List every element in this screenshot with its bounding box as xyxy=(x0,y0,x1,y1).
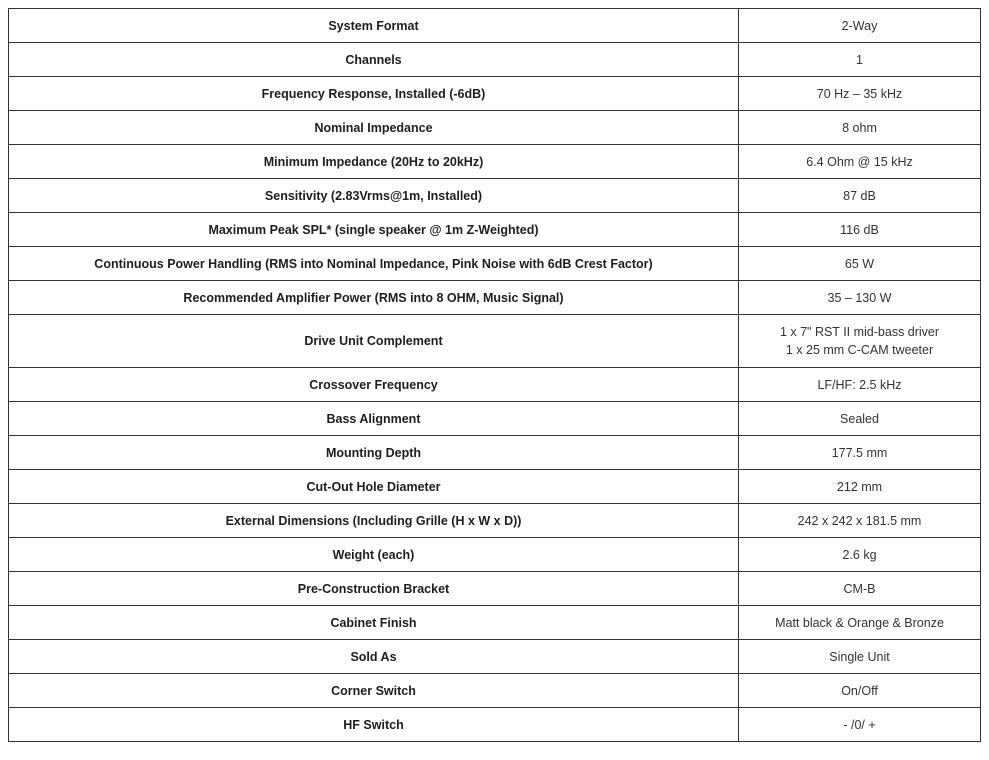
spec-value xyxy=(739,538,981,572)
table-row xyxy=(9,77,981,111)
table-row xyxy=(9,213,981,247)
spec-table-body xyxy=(9,9,981,742)
spec-value xyxy=(739,111,981,145)
table-row xyxy=(9,402,981,436)
spec-label: Cabinet Finish xyxy=(9,606,739,640)
spec-label: Frequency Response, Installed (-6dB) xyxy=(9,77,739,111)
table-row xyxy=(9,708,981,742)
table-row xyxy=(9,281,981,315)
spec-value xyxy=(739,368,981,402)
table-row xyxy=(9,9,981,43)
spec-value-line: On/Off xyxy=(841,683,878,698)
spec-value xyxy=(739,179,981,213)
spec-value-line: 35 – 130 W xyxy=(827,290,892,305)
spec-label: Recommended Amplifier Power (RMS into 8 OHM, Music Signal) xyxy=(9,281,739,315)
spec-value-line: 177.5 mm xyxy=(831,445,888,460)
table-row xyxy=(9,538,981,572)
spec-value-line: Single Unit xyxy=(829,649,890,664)
spec-value-line: 242 x 242 x 181.5 mm xyxy=(797,513,922,528)
spec-value xyxy=(739,674,981,708)
spec-label: Sensitivity (2.83Vrms@1m, Installed) xyxy=(9,179,739,213)
spec-label: Nominal Impedance xyxy=(9,111,739,145)
spec-value xyxy=(739,640,981,674)
spec-value-line: 87 dB xyxy=(843,188,876,203)
spec-value-line: 8 ohm xyxy=(842,120,877,135)
table-row xyxy=(9,572,981,606)
spec-value-line: 212 mm xyxy=(836,479,883,494)
table-row xyxy=(9,43,981,77)
table-row xyxy=(9,145,981,179)
table-row xyxy=(9,315,981,368)
spec-value-line: 116 dB xyxy=(840,222,879,237)
spec-label: System Format xyxy=(9,9,739,43)
spec-label: Mounting Depth xyxy=(9,436,739,470)
spec-value xyxy=(739,436,981,470)
spec-value-line: - /0/ + xyxy=(843,717,876,732)
spec-value xyxy=(739,247,981,281)
spec-value-line: 1 x 25 mm C-CAM tweeter xyxy=(785,343,934,357)
spec-value xyxy=(739,504,981,538)
spec-label: Bass Alignment xyxy=(9,402,739,436)
spec-value xyxy=(739,9,981,43)
table-row xyxy=(9,640,981,674)
spec-value-line: 6.4 Ohm @ 15 kHz xyxy=(806,154,913,169)
table-row xyxy=(9,436,981,470)
spec-label: External Dimensions (Including Grille (H x W x D)) xyxy=(9,504,739,538)
spec-value-line: 2-Way xyxy=(841,18,878,33)
table-row xyxy=(9,470,981,504)
spec-label: Channels xyxy=(9,43,739,77)
spec-label: Cut-Out Hole Diameter xyxy=(9,470,739,504)
table-row xyxy=(9,247,981,281)
table-row xyxy=(9,504,981,538)
spec-label: Pre-Construction Bracket xyxy=(9,572,739,606)
spec-value xyxy=(739,315,981,368)
spec-value-line: 1 xyxy=(856,52,863,67)
spec-label: Minimum Impedance (20Hz to 20kHz) xyxy=(9,145,739,179)
spec-label: HF Switch xyxy=(9,708,739,742)
spec-value xyxy=(739,145,981,179)
table-row xyxy=(9,606,981,640)
spec-value xyxy=(739,402,981,436)
spec-value-line: Sealed xyxy=(840,411,879,426)
spec-label: Maximum Peak SPL* (single speaker @ 1m Z-Weighted) xyxy=(9,213,739,247)
spec-value-line: CM-B xyxy=(843,581,876,596)
spec-label: Continuous Power Handling (RMS into Nominal Impedance, Pink Noise with 6dB Crest Factor) xyxy=(9,247,739,281)
spec-value xyxy=(739,213,981,247)
spec-value xyxy=(739,77,981,111)
spec-value xyxy=(739,43,981,77)
spec-label: Drive Unit Complement xyxy=(9,315,739,368)
spec-label: Crossover Frequency xyxy=(9,368,739,402)
spec-value xyxy=(739,708,981,742)
table-row xyxy=(9,111,981,145)
spec-value xyxy=(739,470,981,504)
spec-value xyxy=(739,281,981,315)
spec-label: Corner Switch xyxy=(9,674,739,708)
table-row xyxy=(9,674,981,708)
spec-value-line: 1 x 7" RST II mid-bass driver xyxy=(779,325,940,339)
spec-value-line: 70 Hz – 35 kHz xyxy=(816,86,903,101)
spec-value-line: 2.6 kg xyxy=(842,547,877,562)
spec-label: Weight (each) xyxy=(9,538,739,572)
spec-value-line: 65 W xyxy=(844,256,875,271)
table-row xyxy=(9,179,981,213)
spec-value xyxy=(739,606,981,640)
table-row xyxy=(9,368,981,402)
spec-value-line: Matt black & Orange & Bronze xyxy=(775,615,944,630)
spec-value-line: LF/HF: 2.5 kHz xyxy=(817,377,902,392)
spec-value xyxy=(739,572,981,606)
spec-label: Sold As xyxy=(9,640,739,674)
spec-table xyxy=(8,8,981,742)
